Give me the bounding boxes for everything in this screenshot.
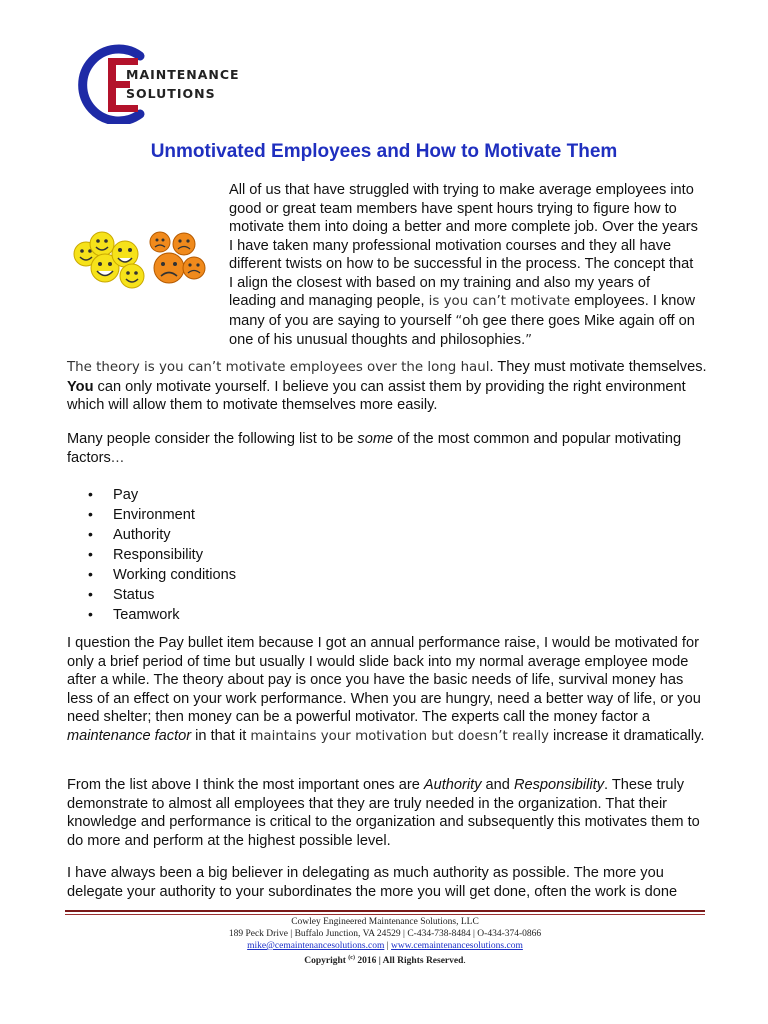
email-link[interactable]: mike@cemaintenancesolutions.com: [247, 941, 385, 951]
theory-paragraph: The theory is you can’t motivate employees over the long haul. They must motivate themselves. You can only motivate yourself. I believe you can assist them by providing the right environment which will allow them to motivate themselves more easily.: [67, 359, 707, 413]
footer-links: mike@cemaintenancesolutions.com | www.cemaintenancesolutions.com: [247, 941, 523, 951]
happy-face-icon: [90, 232, 114, 256]
list-item: • Pay: [88, 485, 236, 505]
list-item: • Authority: [88, 525, 236, 545]
footer-divider: [65, 914, 705, 915]
company-logo: [78, 44, 248, 124]
footer-company: Cowley Engineered Maintenance Solutions, LLC: [291, 917, 479, 927]
sad-face-icon: [183, 257, 205, 279]
happy-face-icon: [120, 264, 144, 288]
list-item: • Responsibility: [88, 545, 236, 565]
page-title: Unmotivated Employees and How to Motivate Them: [150, 141, 618, 162]
happy-face-icon: [112, 241, 138, 267]
footer-address: 189 Peck Drive | Buffalo Junction, VA 24529 | C-434-738-8484 | O-434-374-0866: [228, 929, 542, 939]
footer-divider: [65, 910, 705, 912]
sad-face-icon: [150, 232, 170, 252]
list-item: • Status: [88, 585, 236, 605]
factors-intro-paragraph: Many people consider the following list to be some of the most common and popular motivating factors…: [67, 431, 682, 466]
website-link[interactable]: www.cemaintenancesolutions.com: [391, 941, 523, 951]
delegation-paragraph: I have always been a big believer in delegating as much authority as possible. The more you delegate your authority to your subordinates the more you will get done, often the work is done: [67, 865, 678, 900]
ce-logo-icon: [78, 44, 248, 124]
emoji-faces-image: [72, 228, 212, 292]
sad-face-icon: [173, 233, 195, 255]
page-footer: [65, 916, 705, 967]
logo-line-2: SOLUTIONS: [126, 86, 216, 101]
logo-line-1: MAINTENANCE: [126, 67, 240, 82]
list-item: • Environment: [88, 505, 236, 525]
intro-paragraph: All of us that have struggled with trying to make average employees into good or great team members have spent hours trying to figure how to motivate them into doing a better and more complete job. Over the years I have taken many professional motivation courses and they all have different twists on how to be successful in the process. The concept that I align the closest with based on my training and also my years of leading and managing people, is you can’t motivate employees. I know many of you are saying to yourself “oh gee there goes Mike again off on one of his unusual thoughts and philosophies.”: [229, 182, 698, 348]
motivating-factors-list: [88, 485, 236, 625]
list-item: • Working conditions: [88, 565, 236, 585]
list-item: • Teamwork: [88, 605, 236, 625]
authority-paragraph: From the list above I think the most important ones are Authority and Responsibility. These truly demonstrate to almost all employees that they are truly needed in the organization. That their knowledge and performance is critical to the organization and subsequently this motivates them to do more and perform at the highest possible level.: [67, 777, 700, 849]
pay-paragraph: I question the Pay bullet item because I got an annual performance raise, I would be motivated for only a brief period of time but usually I would slide back into my normal average employee mode after a while. The theory about pay is once you have the basic needs of life, survival money has less of an effect on your work performance. When you are hungry, need a better way of life, or you need shelter; then money can be a powerful motivator. The experts call the money factor a maintenance factor in that it maintains your motivation but doesn’t really increase it dramatically.: [67, 635, 705, 744]
sad-face-icon: [154, 253, 184, 283]
footer-copyright: Copyright $^{(c)}$ 2016 | All Rights Reserved.: [304, 955, 466, 967]
